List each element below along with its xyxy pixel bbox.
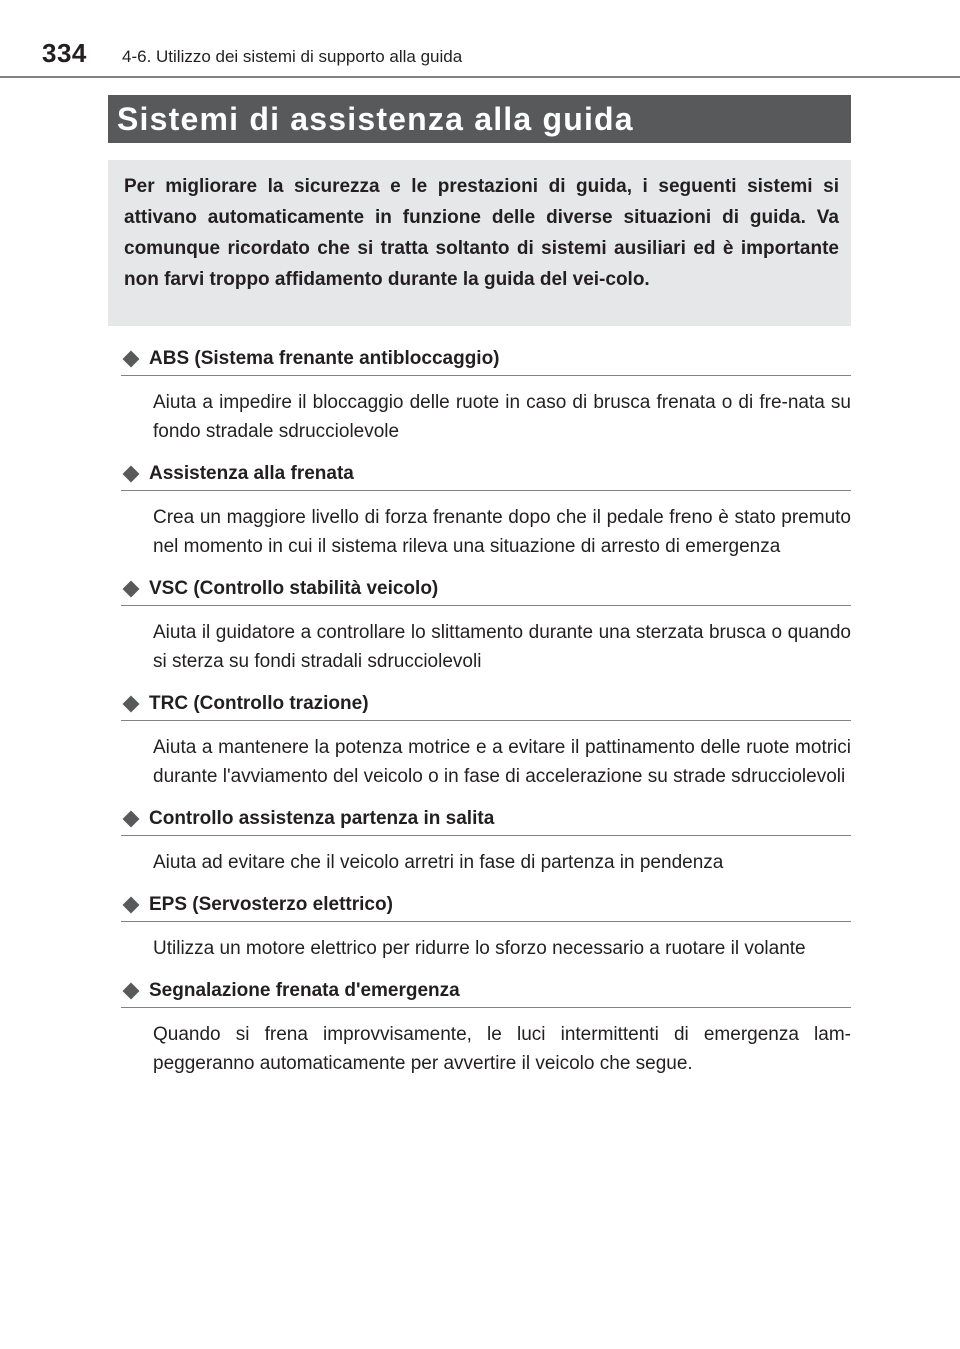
list-item	[121, 573, 851, 676]
diamond-icon	[123, 811, 140, 828]
item-description: Aiuta ad evitare che il veicolo arretri in fase di partenza in pendenza	[153, 852, 724, 873]
page-header	[0, 0, 960, 80]
item-title: Controllo assistenza partenza in salita	[149, 808, 495, 829]
item-heading	[121, 458, 851, 491]
list-item	[121, 688, 851, 791]
diamond-icon	[123, 897, 140, 914]
section-title: Sistemi di assistenza alla guida	[108, 95, 851, 143]
diamond-icon	[123, 351, 140, 368]
page-number: 334	[42, 38, 87, 68]
item-description: Aiuta a mantenere la potenza motrice e a evitare il pattinamento delle ruote motrici durante l'avviamento del veicolo o in fase di accelerazione su strade sdrucciolevoli	[153, 737, 851, 787]
item-heading	[121, 573, 851, 606]
item-description: Aiuta il guidatore a controllare lo slittamento durante una sterzata brusca o quando si sterza su fondi stradali sdrucciolevoli	[153, 622, 851, 672]
intro-text: Per migliorare la sicurezza e le prestazioni di guida, i seguenti sistemi si attivano automaticamente in funzione delle diverse situazioni di guida. Va comunque ricordato che si tratta soltanto di sistemi ausiliari ed è importante non farvi troppo affidamento durante la guida del vei-colo.	[124, 176, 839, 290]
item-description: Quando si frena improvvisamente, le luci intermittenti di emergenza lam-peggeranno automaticamente per avvertire il veicolo che segue.	[153, 1024, 851, 1074]
item-heading	[121, 975, 851, 1008]
feature-list	[121, 343, 851, 1090]
diamond-icon	[123, 696, 140, 713]
item-heading	[121, 803, 851, 836]
running-head: 4-6. Utilizzo dei sistemi di supporto alla guida	[122, 47, 463, 66]
intro-box	[108, 160, 851, 326]
diamond-icon	[123, 581, 140, 598]
item-title: EPS (Servosterzo elettrico)	[149, 894, 393, 915]
item-heading	[121, 343, 851, 376]
item-title: VSC (Controllo stabilità veicolo)	[149, 578, 439, 599]
item-description: Crea un maggiore livello di forza frenante dopo che il pedale freno è stato premuto nel momento in cui il sistema rileva una situazione di arresto di emergenza	[153, 507, 851, 557]
item-description: Utilizza un motore elettrico per ridurre lo sforzo necessario a ruotare il volante	[153, 938, 806, 959]
list-item	[121, 975, 851, 1078]
item-title: TRC (Controllo trazione)	[149, 693, 369, 714]
item-title: Assistenza alla frenata	[149, 463, 354, 484]
list-item	[121, 889, 851, 963]
item-title: Segnalazione frenata d'emergenza	[149, 980, 460, 1001]
diamond-icon	[123, 466, 140, 483]
item-heading	[121, 688, 851, 721]
list-item	[121, 458, 851, 561]
item-heading	[121, 889, 851, 922]
item-description: Aiuta a impedire il bloccaggio delle ruote in caso di brusca frenata o di fre-nata su fondo stradale sdrucciolevole	[153, 392, 851, 442]
item-title: ABS (Sistema frenante antibloccaggio)	[149, 348, 500, 369]
list-item	[121, 803, 851, 877]
header-divider	[0, 76, 960, 78]
list-item	[121, 343, 851, 446]
diamond-icon	[123, 983, 140, 1000]
